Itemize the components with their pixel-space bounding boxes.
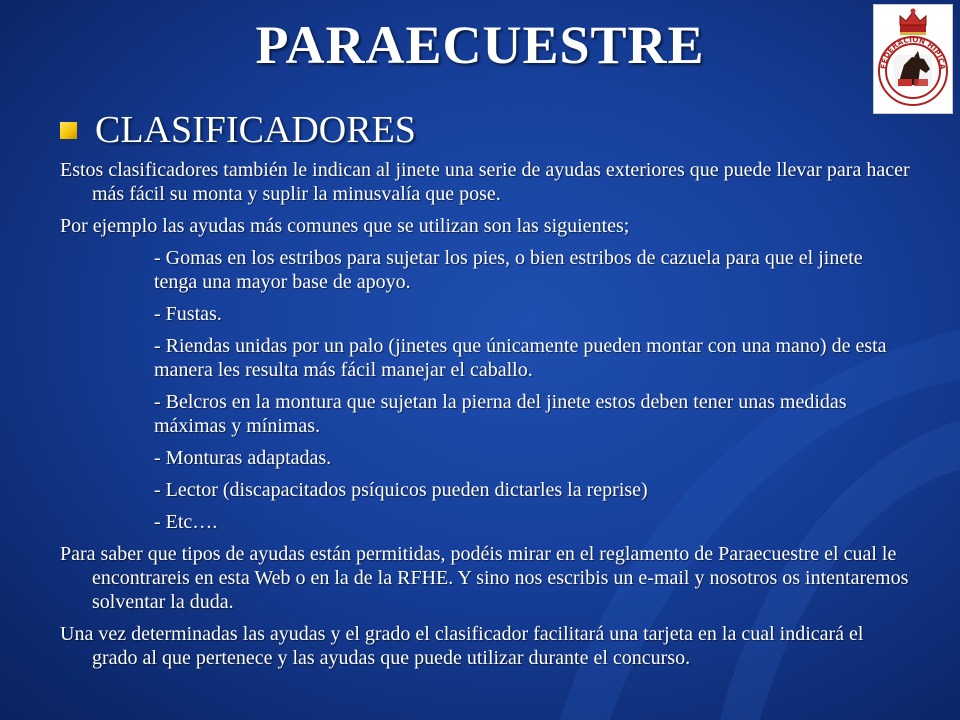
section-heading-text: CLASIFICADORES: [95, 109, 416, 151]
federation-crest-icon: [873, 4, 953, 114]
list-item: - Monturas adaptadas.: [154, 447, 332, 469]
list-item: - Riendas unidas por un palo (jinetes que únicamente pueden montar con una mano) de esta manera les resulta más fácil manejar el caballo.: [154, 335, 887, 381]
slide-body: [60, 158, 910, 678]
list-item: - Belcros en la montura que sujetan la pierna del jinete estos deben tener unas medidas máximas y mínimas.: [154, 391, 847, 437]
closing-paragraph: Para saber que tipos de ayudas están permitidas, podéis mirar en el reglamento de Paraecuestre el cual le encontrareis en esta Web o en la de la RFHE. Y sino nos escribis un e-mail y nosotros os intentaremos solventar la duda.: [60, 543, 909, 613]
list-item: - Gomas en los estribos para sujetar los pies, o bien estribos de cazuela para que el jinete tenga una mayor base de apoyo.: [154, 247, 863, 293]
list-item: - Lector (discapacitados psíquicos pueden dictarles la reprise): [154, 479, 648, 501]
list-item: - Fustas.: [154, 303, 222, 325]
square-bullet-icon: [60, 122, 77, 139]
slide-title: PARAECUESTRE: [255, 15, 705, 75]
closing-paragraph: Una vez determinadas las ayudas y el grado el clasificador facilitará una tarjeta en la cual indicará el grado al que pertenece y las ayudas que puede utilizar durante el concurso.: [60, 623, 864, 669]
intro-paragraph: Estos clasificadores también le indican al jinete una serie de ayudas exteriores que puede llevar para hacer más fácil su monta y suplir la minusvalía que pose.: [60, 159, 910, 205]
section-heading: [60, 108, 416, 152]
intro-paragraph: Por ejemplo las ayudas más comunes que se utilizan son las siguientes;: [60, 215, 630, 237]
list-item: - Etc….: [154, 511, 218, 533]
svg-text:FEDERACION HIPICA CASTILLA Y L: FEDERACION HIPICA: [878, 34, 948, 71]
